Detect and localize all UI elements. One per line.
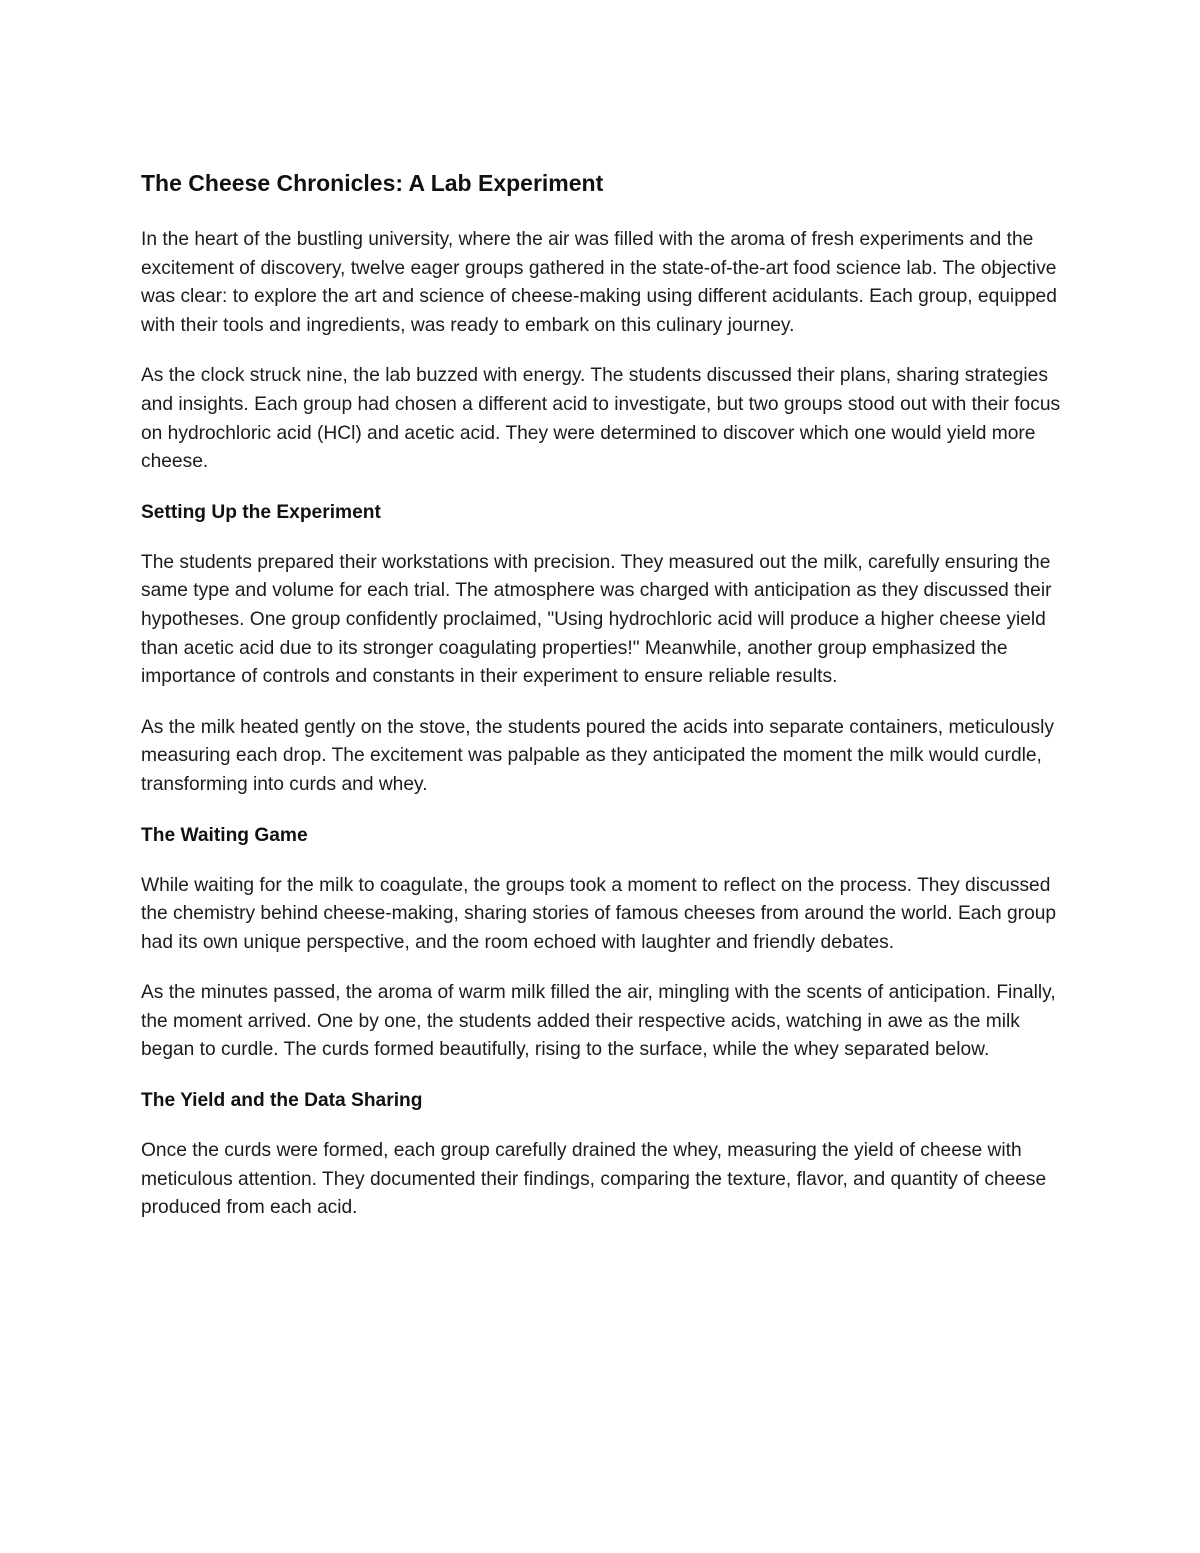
section-heading: The Waiting Game bbox=[141, 824, 308, 846]
section-yield-data-sharing bbox=[141, 1087, 1066, 1223]
section-heading: Setting Up the Experiment bbox=[141, 501, 381, 523]
section-setting-up bbox=[141, 499, 1066, 800]
intro-paragraph-2: As the clock struck nine, the lab buzzed with energy. The students discussed their plans, sharing strategies and insights. Each group had chosen a different acid to investigate, but two groups stood out with their focus on hydrochloric acid (HCl) and acetic acid. They were determined to discover which one would yield more cheese. bbox=[141, 365, 1061, 473]
section-heading: The Yield and the Data Sharing bbox=[141, 1090, 423, 1112]
section-paragraph: As the minutes passed, the aroma of warm milk filled the air, mingling with the scents of anticipation. Finally, the moment arrived. One by one, the students added their respective acids, watching in awe as the milk began to curdle. The curds formed beautifully, rising to the surface, while the whey separated below. bbox=[141, 982, 1056, 1061]
section-paragraph: As the milk heated gently on the stove, the students poured the acids into separate containers, meticulously measuring each drop. The excitement was palpable as they anticipated the moment the milk would curdle, transforming into curds and whey. bbox=[141, 716, 1055, 795]
document-title: The Cheese Chronicles: A Lab Experiment bbox=[141, 170, 604, 196]
section-waiting-game bbox=[141, 822, 1066, 1066]
section-paragraph: While waiting for the milk to coagulate, the groups took a moment to reflect on the process. They discussed the chemistry behind cheese-making, sharing stories of famous cheeses from around the world. Each group had its own unique perspective, and the room echoed with laughter and friendly debates. bbox=[141, 874, 1057, 953]
section-paragraph: The students prepared their workstations with precision. They measured out the milk, carefully ensuring the same type and volume for each trial. The atmosphere was charged with anticipation as they discussed their hypotheses. One group confidently proclaimed, "Using hydrochloric acid will produce a higher cheese yield than acetic acid due to its stronger coagulating properties!" Meanwhile, another group emphasized the importance of controls and constants in their experiment to ensure reliable results. bbox=[141, 551, 1052, 688]
intro-paragraph-1: In the heart of the bustling university, where the air was filled with the aroma of fresh experiments and the excitement of discovery, twelve eager groups gathered in the state-of-the-art food science lab. The objective was clear: to explore the art and science of cheese-making using different acidulants. Each group, equipped with their tools and ingredients, was ready to embark on this culinary journey. bbox=[141, 229, 1057, 336]
section-paragraph: Once the curds were formed, each group carefully drained the whey, measuring the yield of cheese with meticulous attention. They documented their findings, comparing the texture, flavor, and quantity of cheese produced from each acid. bbox=[141, 1140, 1047, 1219]
document-page bbox=[141, 166, 1066, 1245]
